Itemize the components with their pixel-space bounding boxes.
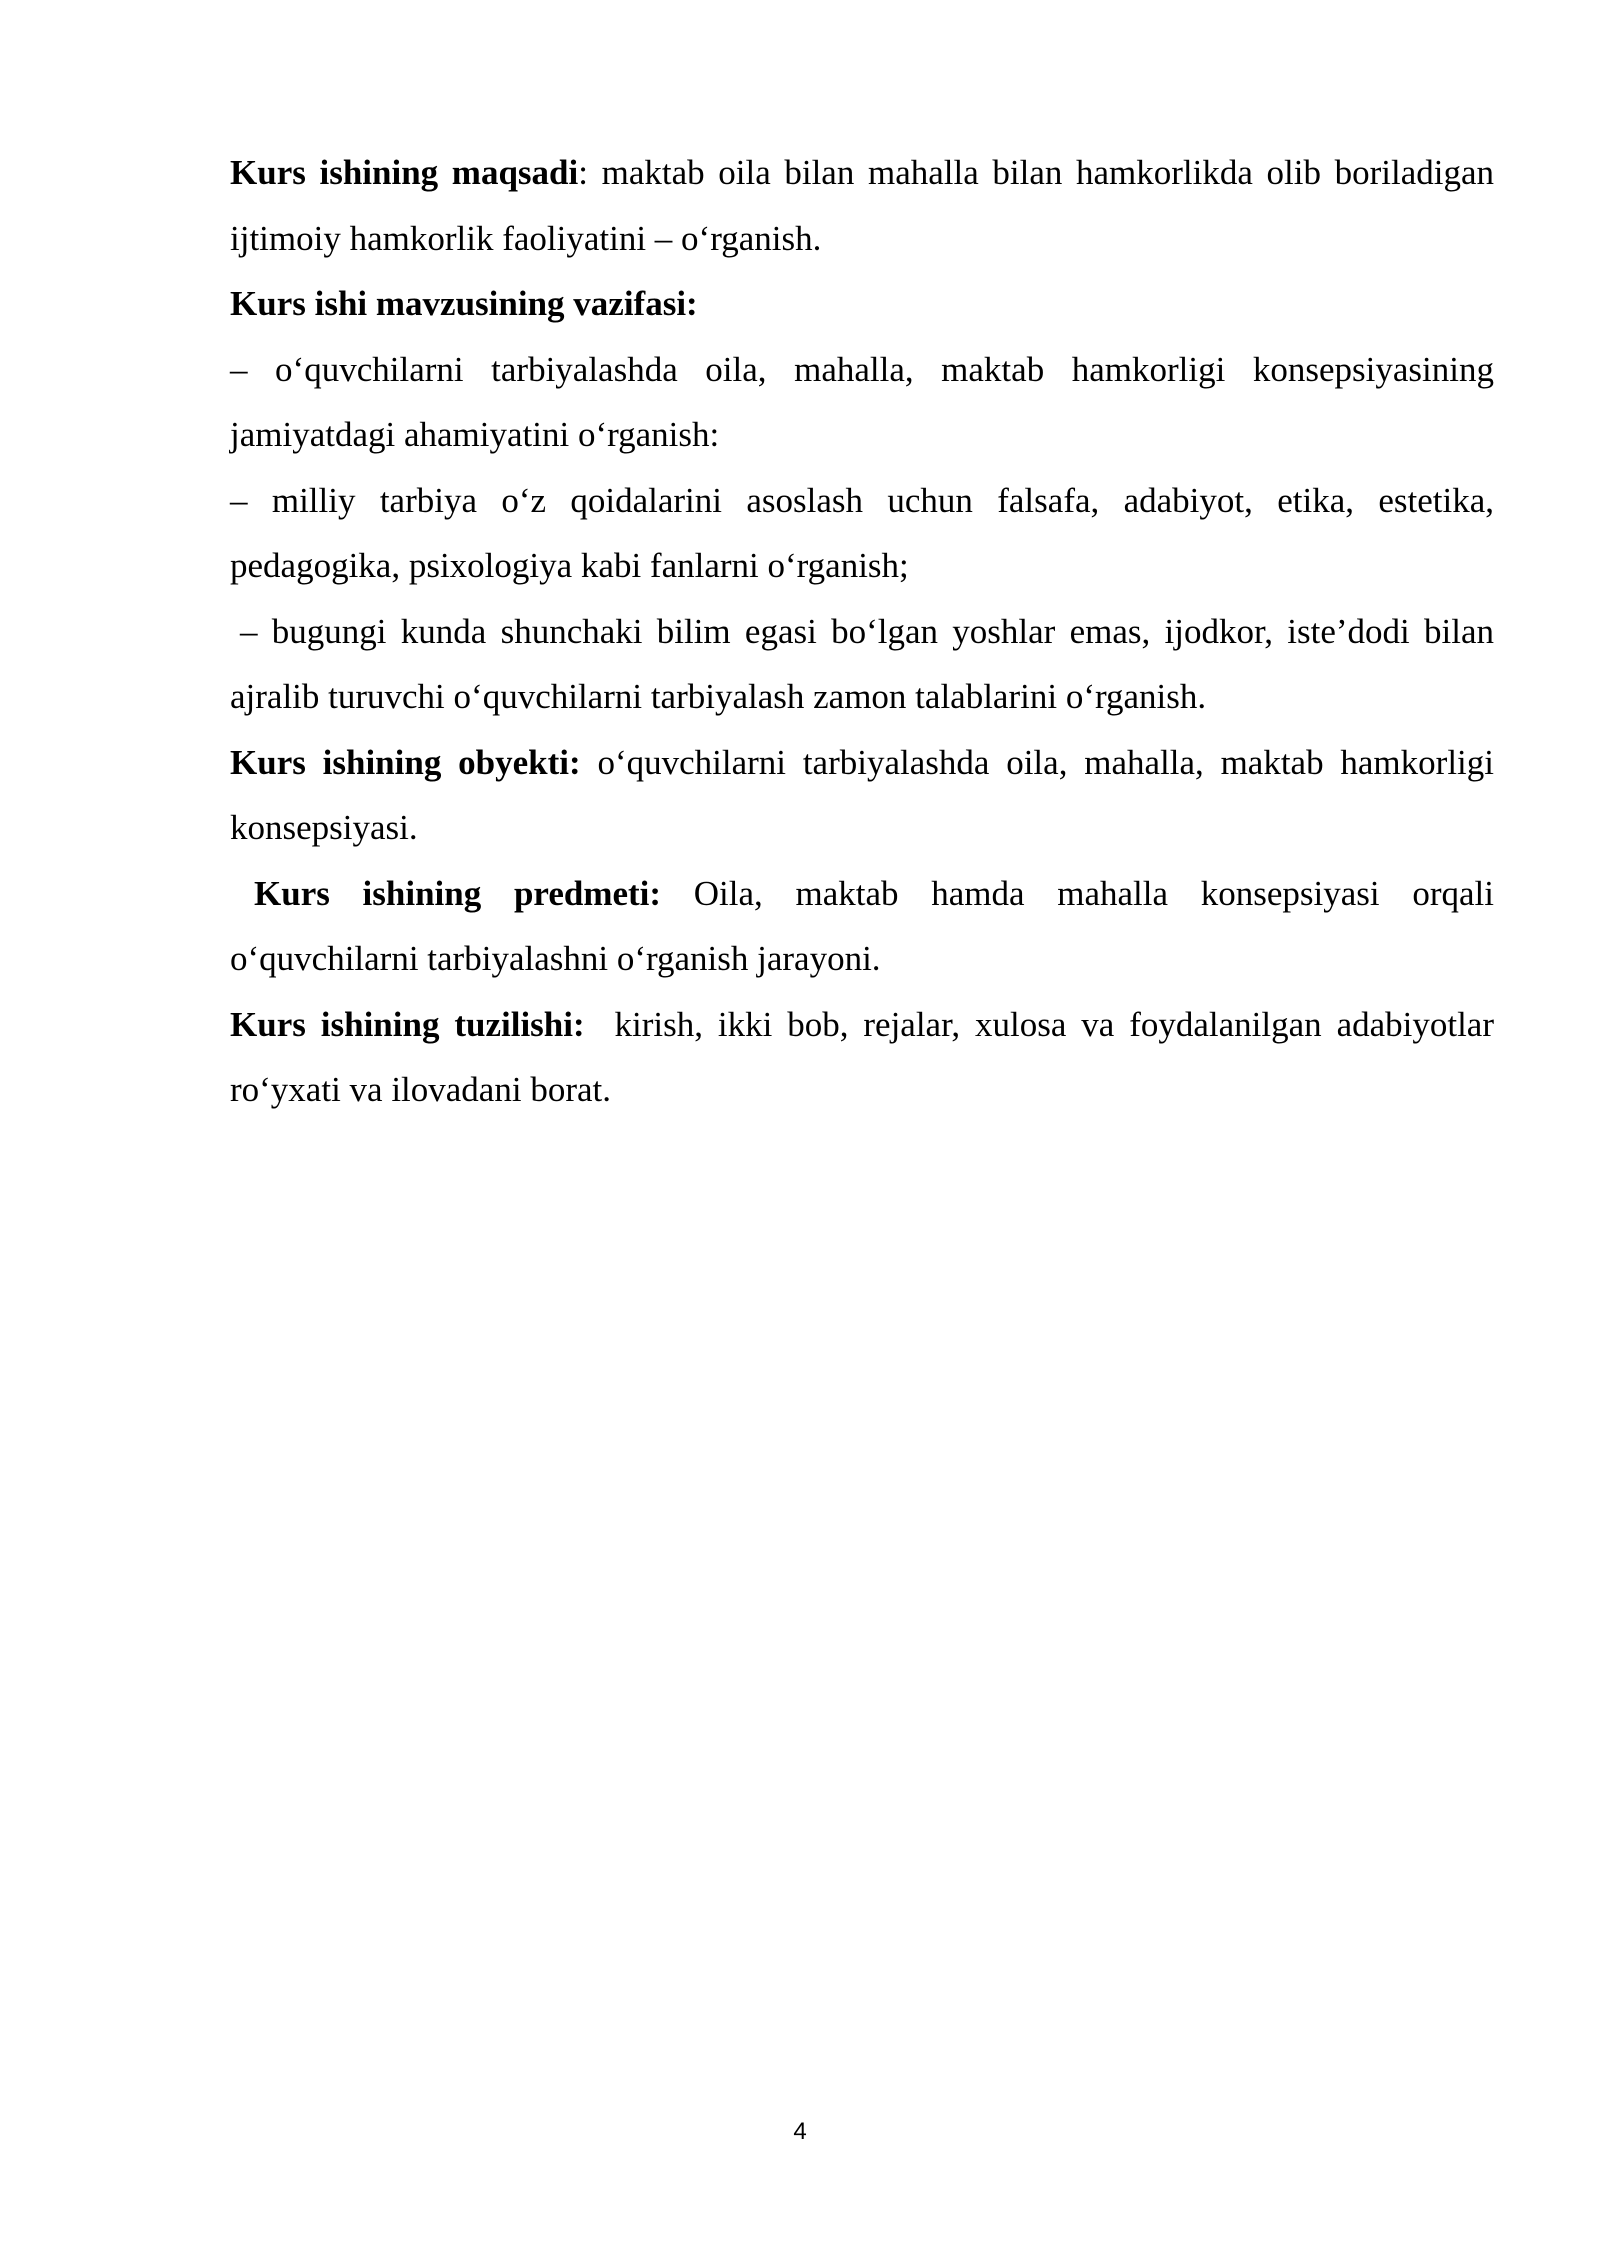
paragraph-structure — [230, 992, 1503, 1123]
paragraph-task-3 — [230, 599, 1494, 730]
paragraph-tasks-heading-label: Kurs ishi mavzusining vazifasi: — [230, 284, 698, 323]
paragraph-object-text: o‘quvchilarni tarbiyalashda oila, mahalla, maktab hamkorligi konsepsiyasi. — [230, 742, 1494, 847]
paragraph-subject-text: Oila, maktab hamda mahalla konsepsiyasi orqali o‘quvchilarni tarbiyalashni o‘rganish jarayoni. — [230, 873, 1494, 978]
paragraph-subject-label: Kurs ishining predmeti: — [254, 873, 662, 913]
paragraph-task-2 — [230, 468, 1494, 599]
paragraph-goal-text: maktab oila bilan mahalla bilan hamkorlikda olib boriladigan ijtimoiy hamkorlik faoliyatini – o‘rganish. — [230, 153, 1494, 258]
paragraph-structure-text: kirish, ikki bob, rejalar, xulosa va foydalanilgan adabiyotlar ro‘yxati va ilovadani borat. — [230, 1004, 1503, 1109]
paragraph-task-1-text: – o‘quvchilarni tarbiyalashda oila, mahalla, maktab hamkorligi konsepsiyasining jamiyatdagi ahamiyatini o‘rganish: — [230, 349, 1494, 454]
paragraph-goal-separator: : — [578, 153, 588, 192]
paragraph-tasks-heading — [230, 271, 1494, 337]
paragraph-object — [230, 730, 1494, 861]
paragraph-subject — [230, 861, 1494, 992]
page-number: 4 — [793, 2118, 807, 2145]
paragraph-object-label: Kurs ishining obyekti: — [230, 742, 581, 782]
paragraph-goal-label: Kurs ishining maqsadi — [230, 153, 579, 192]
paragraph-structure-label: Kurs ishining tuzilishi: — [230, 1004, 585, 1044]
paragraph-task-3-text: – bugungi kunda shunchaki bilim egasi bo‘lgan yoshlar emas, ijodkor, iste’dodi bilan ajralib turuvchi o‘quvchilarni tarbiyalash zamon talablarini o‘rganish. — [230, 611, 1494, 716]
paragraph-task-1 — [230, 337, 1494, 468]
paragraph-task-2-text: – milliy tarbiya o‘z qoidalarini asoslash uchun falsafa, adabiyot, etika, estetika, pedagogika, psixologiya kabi fanlarni o‘rganish; — [230, 480, 1494, 585]
paragraph-goal — [230, 140, 1494, 271]
document-body — [230, 140, 1503, 1123]
